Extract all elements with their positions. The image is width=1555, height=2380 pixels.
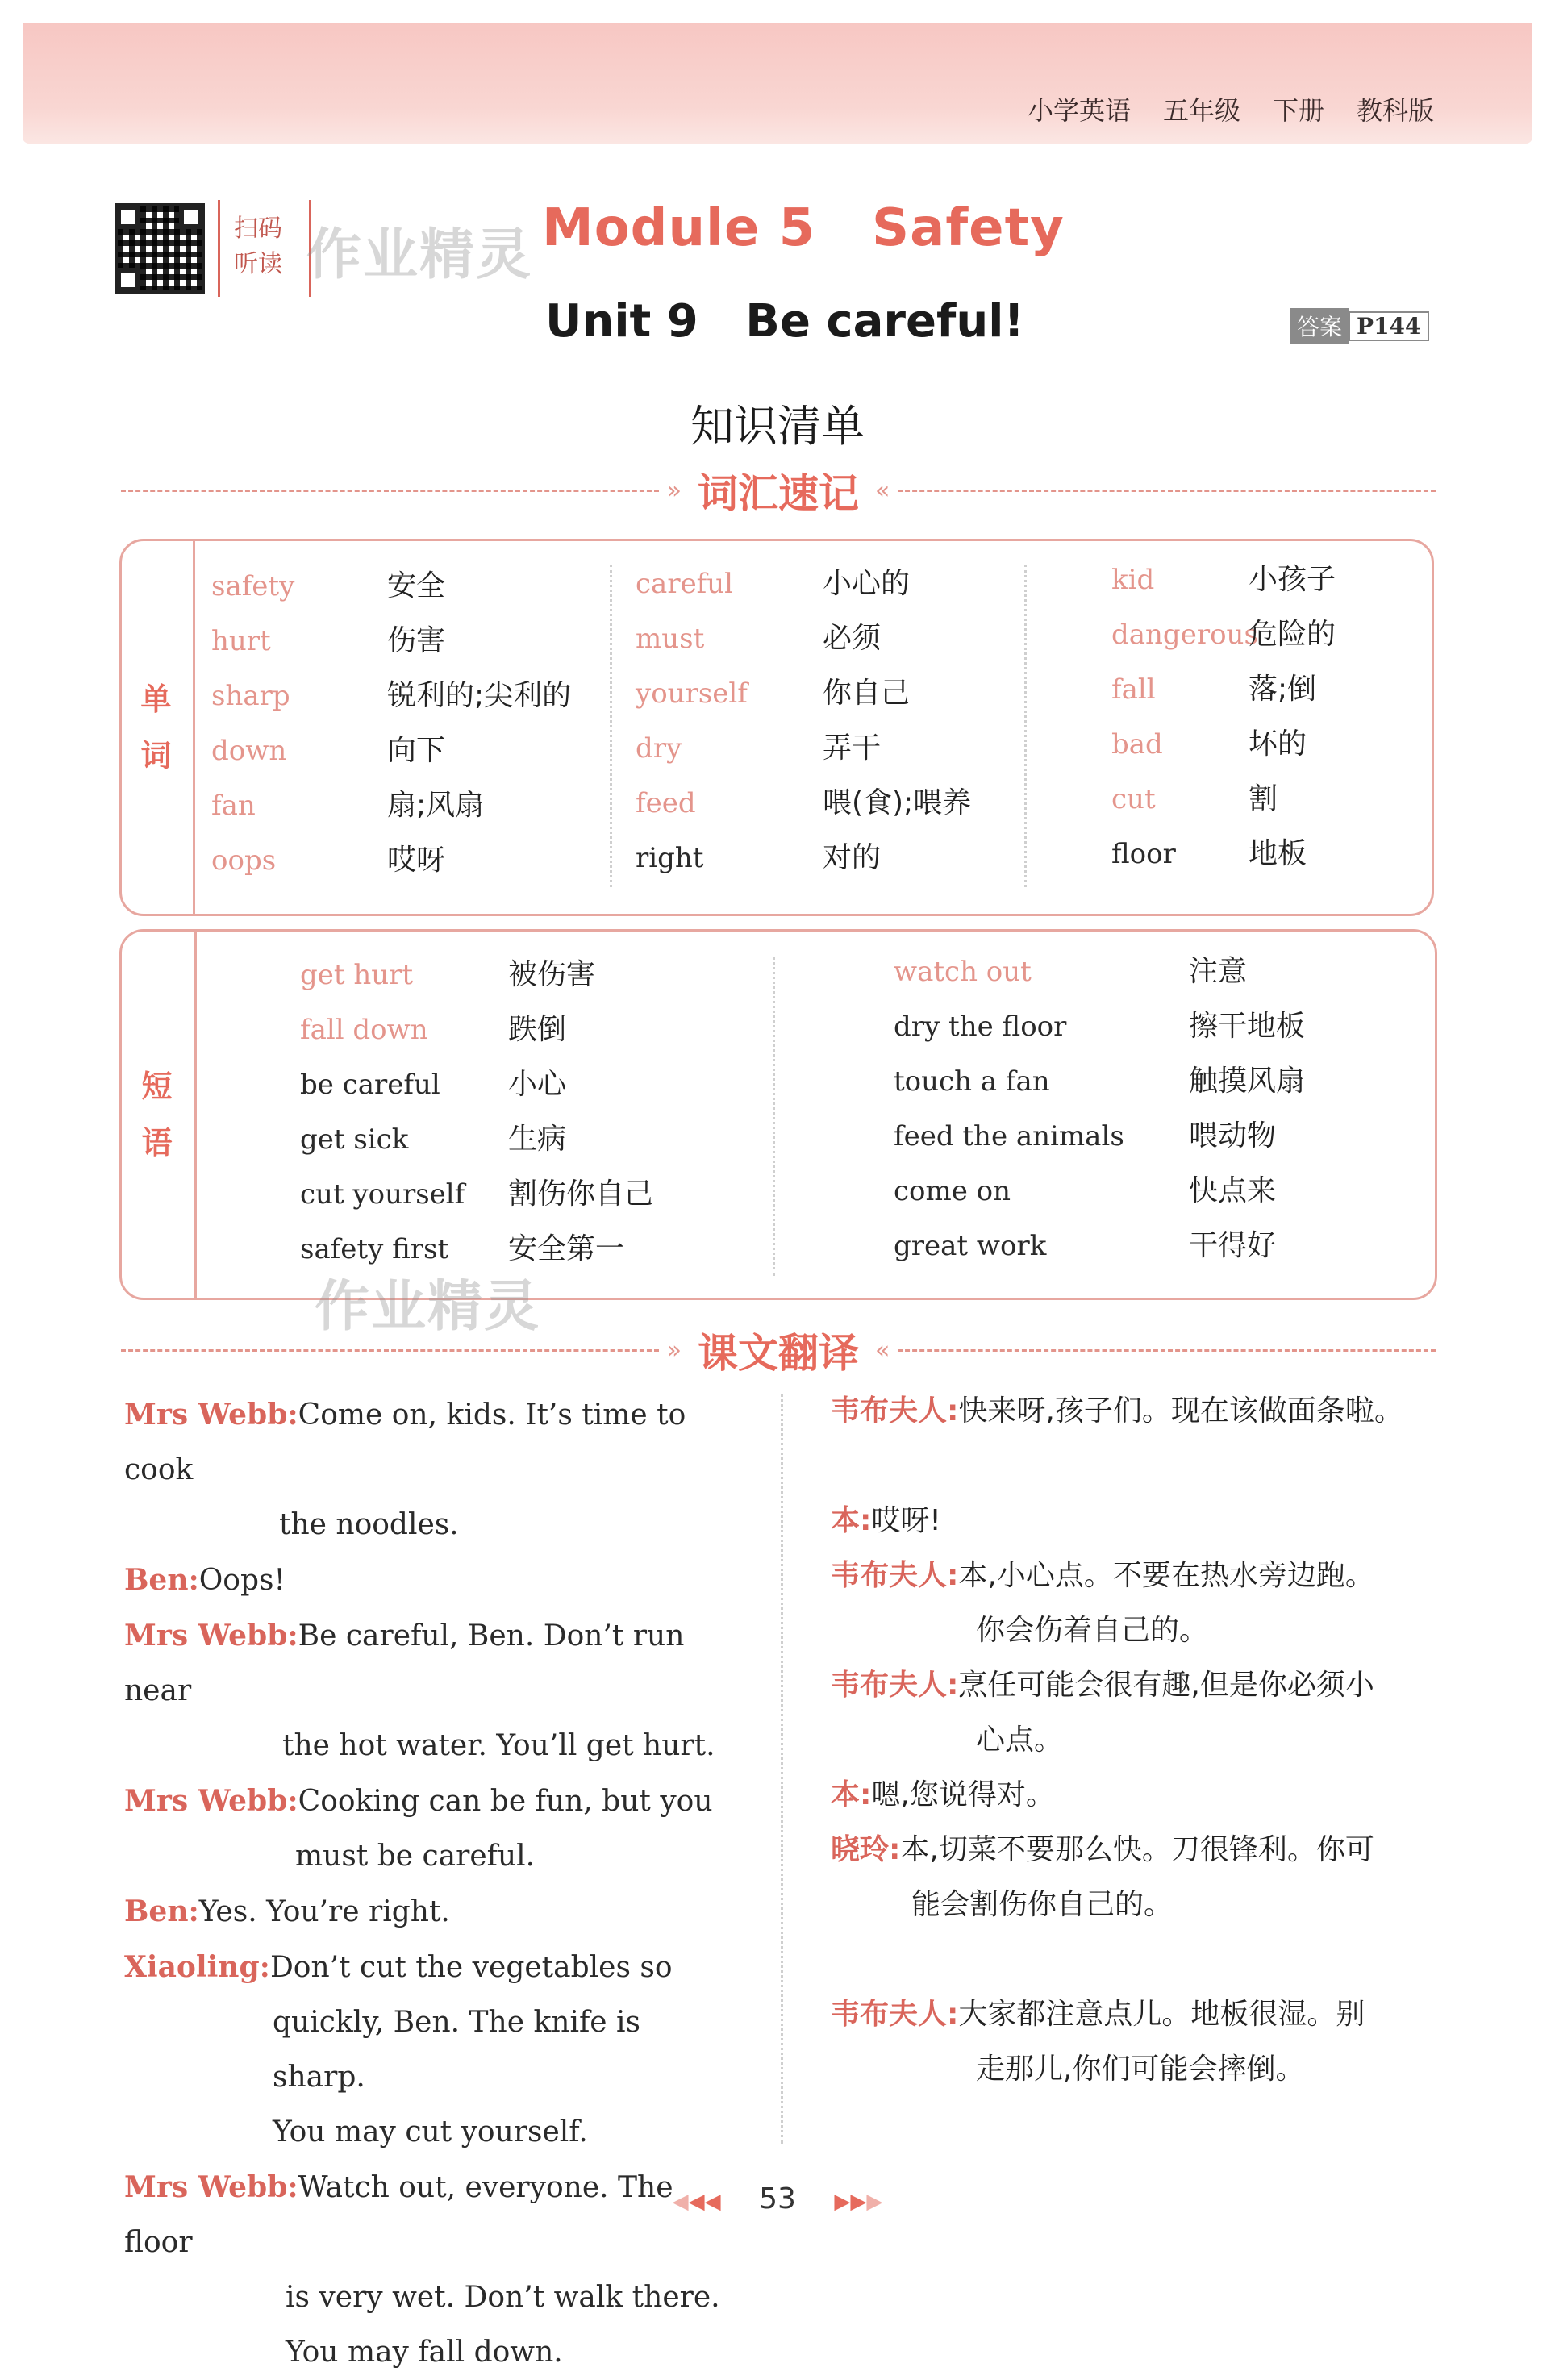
vocab-item	[636, 615, 971, 670]
vocab-item-chinese: 扇;风扇	[387, 789, 485, 822]
dialogue-line: is very wet. Don’t walk there.	[286, 2281, 720, 2314]
vocab-col-3	[1111, 556, 1336, 886]
vocab-item-chinese: 对的	[823, 841, 882, 874]
dialogue-line: Mrs Webb:Watch out, everyone. The floor	[124, 2170, 673, 2259]
answer-reference[interactable]	[1290, 308, 1429, 344]
phrase-item	[894, 1113, 1305, 1168]
vocab-item	[211, 618, 571, 673]
prev-arrow-icon: ◀	[672, 2190, 689, 2214]
phrases-side-label	[119, 929, 197, 1300]
watermark-top: 作业精灵	[306, 223, 533, 287]
vocab-item	[636, 725, 971, 780]
phrase-item-chinese: 小心	[508, 1068, 567, 1101]
vocab-item-chinese: 弄干	[823, 732, 882, 765]
vocab-item	[211, 727, 571, 782]
prev-arrow-icon: ◀◀	[688, 2190, 721, 2214]
vocab-item	[636, 835, 971, 890]
vocab-item-english: feed	[636, 787, 696, 819]
vocab-col-1	[211, 563, 571, 892]
dialogue-line: Mrs Webb:Cooking can be fun, but you	[124, 1784, 713, 1818]
vocab-item	[1111, 831, 1336, 886]
vocab-item	[1111, 666, 1336, 721]
header-grade: 五年级	[1162, 95, 1240, 126]
vocab-item-english: sharp	[211, 680, 290, 712]
phrase-item-english: dry the floor	[894, 1011, 1067, 1043]
vocab-heading: » 词汇速记 «	[121, 466, 1436, 515]
translation-line: 能会割伤你自己的。	[911, 1888, 1174, 1921]
answer-page: P144	[1349, 311, 1429, 341]
vocab-item	[211, 837, 571, 892]
vocab-divider-1	[610, 565, 612, 887]
phrase-item-chinese: 干得好	[1189, 1229, 1277, 1262]
dialogue-line: the hot water. You’ll get hurt.	[282, 1729, 715, 1762]
dialogue-line: must be careful.	[295, 1840, 536, 1873]
vocab-item-chinese: 喂(食);喂养	[823, 786, 972, 819]
vocab-item-english: fall	[1111, 673, 1156, 706]
vocab-item	[636, 670, 971, 725]
watermark-middle: 作业精灵	[315, 1275, 541, 1339]
phrase-item-english: safety first	[300, 1233, 449, 1265]
translation-line: 本:嗯,您说得对。	[831, 1778, 1055, 1811]
unit-title: Unit 9 Be careful!	[545, 295, 1024, 348]
dialogue-line: Ben:Yes. You’re right.	[124, 1894, 450, 1928]
answer-label: 答案	[1290, 308, 1349, 344]
knowledge-title: 知识清单	[690, 401, 865, 452]
vocab-item-english: dry	[636, 732, 682, 765]
vocab-item-english: right	[636, 842, 704, 874]
phrase-item-english: feed the animals	[894, 1120, 1124, 1152]
phrase-item	[894, 1003, 1305, 1058]
phrases-side-2: 语	[141, 1125, 173, 1161]
vocab-item	[636, 780, 971, 835]
vocab-item-english: bad	[1111, 728, 1163, 761]
vocab-item-chinese: 落;倒	[1249, 673, 1317, 706]
phrase-item-chinese: 触摸风扇	[1189, 1065, 1306, 1098]
dialogue-english	[124, 1387, 732, 2380]
dialogue-line: Ben:Oops!	[124, 1563, 286, 1597]
phrase-item-chinese: 割伤你自己	[508, 1177, 654, 1211]
translation-line: 本:哎呀!	[831, 1504, 941, 1537]
vocab-item-english: careful	[636, 568, 734, 600]
translation-line: 走那儿,你们可能会摔倒。	[976, 2053, 1305, 2086]
vocab-item-chinese: 你自己	[823, 677, 911, 710]
phrase-item-english: fall down	[300, 1014, 428, 1046]
vocab-item-chinese: 锐利的;尖利的	[387, 679, 572, 712]
vocab-item-chinese: 哎呀	[387, 844, 446, 877]
translation-heading-label: 课文翻译	[698, 1330, 859, 1377]
vocab-heading-label: 词汇速记	[698, 470, 859, 517]
module-title: Module 5 Safety	[542, 198, 1065, 258]
phrase-item-chinese: 快点来	[1189, 1174, 1277, 1207]
phrase-item-english: cut yourself	[300, 1178, 465, 1211]
vocab-item-chinese: 危险的	[1249, 618, 1336, 651]
phrases-side-1: 短	[141, 1069, 173, 1104]
vocab-item-english: safety	[211, 570, 295, 602]
header-meta	[1028, 90, 1434, 127]
translation-heading: » 课文翻译 «	[121, 1326, 1436, 1374]
phrases-divider	[773, 957, 775, 1276]
dialogue-line: Xiaoling:Don’t cut the vegetables so	[124, 1950, 673, 1984]
dialogue-line: Mrs Webb:Be careful, Ben. Don’t run near	[124, 1619, 685, 1707]
dialogue-line: the noodles.	[279, 1508, 459, 1541]
vocab-item-english: must	[636, 623, 705, 655]
vocab-item	[1111, 776, 1336, 831]
phrase-item	[300, 1007, 653, 1061]
vocab-item	[636, 561, 971, 615]
phrase-item-english: get hurt	[300, 959, 414, 991]
vocab-item-chinese: 安全	[387, 569, 446, 602]
vocab-item-english: fan	[211, 790, 256, 822]
vocab-item-chinese: 割	[1249, 782, 1278, 815]
dialogue-line: You may cut yourself.	[273, 2115, 588, 2149]
translation-line: 韦布夫人:快来呀,孩子们。现在该做面条啦。	[831, 1394, 1403, 1428]
header-subject: 小学英语	[1027, 95, 1131, 126]
header-term: 下册	[1272, 95, 1324, 126]
phrase-item-english: come on	[894, 1175, 1011, 1207]
vocab-item	[1111, 611, 1336, 666]
dialogue-chinese	[831, 1384, 1444, 2097]
phrases-col-2	[894, 948, 1305, 1278]
vocab-item-chinese: 地板	[1249, 837, 1307, 870]
vocab-side-2: 词	[140, 738, 172, 773]
phrase-item-chinese: 安全第一	[508, 1232, 625, 1265]
phrase-item-chinese: 擦干地板	[1189, 1010, 1306, 1043]
phrase-item	[300, 1061, 653, 1116]
dialogue-line: You may fall down.	[286, 2336, 563, 2369]
scan-listen-label	[234, 211, 282, 282]
vocab-item	[1111, 556, 1336, 611]
vocab-divider-2	[1024, 565, 1027, 887]
translation-line: 韦布夫人:烹任可能会很有趣,但是你必须小	[831, 1669, 1374, 1702]
vocab-item-english: cut	[1111, 783, 1156, 815]
page-number-text: 53	[759, 2182, 796, 2215]
page-number	[0, 2182, 1555, 2215]
vocab-item-chinese: 伤害	[387, 624, 446, 657]
phrase-item-english: get sick	[300, 1123, 409, 1156]
phrase-item	[300, 952, 653, 1007]
vocab-item-english: hurt	[211, 625, 271, 657]
phrase-item	[300, 1116, 653, 1171]
phrase-item-chinese: 喂动物	[1189, 1119, 1277, 1152]
phrases-col-1	[300, 952, 653, 1281]
phrase-item	[894, 1168, 1305, 1223]
phrase-item	[894, 948, 1305, 1003]
next-arrow-icon: ▶▶	[834, 2190, 867, 2214]
vocab-item-chinese: 必须	[823, 622, 882, 655]
translation-line: 你会伤着自己的。	[976, 1614, 1209, 1647]
vocab-col-2	[636, 561, 971, 890]
vocab-item-english: floor	[1111, 838, 1176, 870]
vocab-item	[211, 563, 571, 618]
vocab-item-english: yourself	[636, 677, 748, 710]
dialogue-line: quickly, Ben. The knife is sharp.	[273, 2006, 641, 2094]
vocab-side-label	[119, 539, 195, 916]
phrase-item-chinese: 注意	[1189, 955, 1248, 988]
vocab-item-chinese: 小孩子	[1249, 563, 1336, 596]
phrase-item	[894, 1223, 1305, 1278]
phrase-item-english: touch a fan	[894, 1065, 1050, 1098]
dialogue-line: Mrs Webb:Come on, kids. It’s time to cook	[124, 1398, 686, 1486]
vocab-item	[211, 673, 571, 727]
phrase-item-chinese: 生病	[508, 1123, 567, 1156]
phrase-item-chinese: 跌倒	[508, 1013, 567, 1046]
vocab-side-1: 单	[140, 681, 172, 717]
phrase-item-english: be careful	[300, 1069, 440, 1101]
vocab-item-chinese: 小心的	[823, 567, 911, 600]
phrase-item-english: watch out	[894, 956, 1032, 988]
header-edition: 教科版	[1356, 95, 1434, 126]
phrase-item-english: great work	[894, 1230, 1047, 1262]
translation-line: 心点。	[976, 1724, 1064, 1757]
vocab-item	[1111, 721, 1336, 776]
translation-divider	[781, 1394, 783, 2144]
vocab-item-english: down	[211, 735, 287, 767]
qr-code-icon[interactable]	[115, 203, 205, 294]
vocab-item-english: dangerous	[1111, 619, 1258, 651]
phrase-item	[894, 1058, 1305, 1113]
vocab-item-chinese: 向下	[387, 734, 446, 767]
scan-text-2: 听读	[234, 250, 282, 278]
vocab-item-chinese: 坏的	[1249, 727, 1307, 761]
next-arrow-icon: ▶	[866, 2190, 883, 2214]
vocab-item-english: kid	[1111, 564, 1155, 596]
phrase-item	[300, 1171, 653, 1226]
vocab-item-english: oops	[211, 844, 277, 877]
scan-text-1: 扫码	[234, 215, 282, 243]
translation-line: 韦布夫人:本,小心点。不要在热水旁边跑。	[831, 1559, 1374, 1592]
phrase-item-chinese: 被伤害	[508, 958, 596, 991]
translation-line: 韦布夫人:大家都注意点儿。地板很湿。别	[831, 1998, 1365, 2031]
translation-line: 晓玲:本,切菜不要那么快。刀很锋利。你可	[831, 1833, 1374, 1866]
vocab-item	[211, 782, 571, 837]
